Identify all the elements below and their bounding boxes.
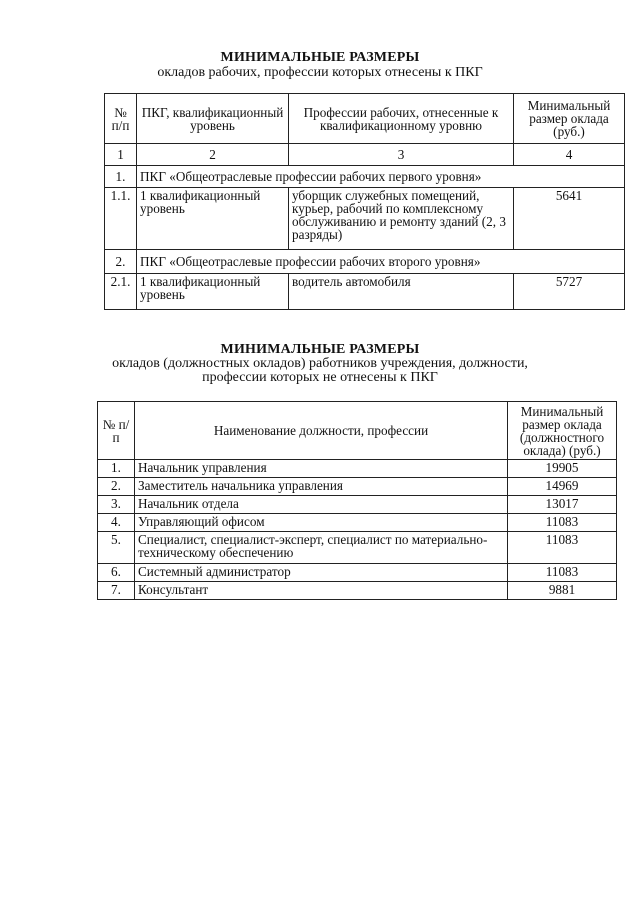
row-num: 3. bbox=[98, 496, 135, 514]
row-name: Консультант bbox=[135, 582, 508, 600]
row-salary: 14969 bbox=[508, 478, 617, 496]
table-row bbox=[98, 532, 617, 564]
row-professions: уборщик служебных помещений, курьер, рабочий по комплексному обслуживанию и ремонту зданий (2, 3 разряды) bbox=[289, 188, 514, 250]
row-num: 6. bbox=[98, 564, 135, 582]
table-row bbox=[98, 478, 617, 496]
table-header-row bbox=[105, 94, 625, 144]
row-salary: 11083 bbox=[508, 514, 617, 532]
group-label: ПКГ «Общеотраслевые профессии рабочих второго уровня» bbox=[137, 250, 625, 274]
col-number: 2 bbox=[137, 144, 289, 166]
table-header-row bbox=[98, 402, 617, 460]
header-salary: Минимальный размер оклада (должностного оклада) (руб.) bbox=[508, 402, 617, 460]
col-number: 3 bbox=[289, 144, 514, 166]
section1-subtitle: окладов рабочих, профессии которых отнесены к ПКГ bbox=[157, 65, 483, 80]
group-row bbox=[105, 166, 625, 188]
table-row bbox=[98, 496, 617, 514]
group-num: 1. bbox=[105, 166, 137, 188]
table-row bbox=[98, 582, 617, 600]
table-row bbox=[105, 188, 625, 250]
col-number: 1 bbox=[105, 144, 137, 166]
row-salary: 13017 bbox=[508, 496, 617, 514]
workers-salary-table bbox=[104, 93, 625, 310]
header-pkg: ПКГ, квалификационный уровень bbox=[137, 94, 289, 144]
section2-subtitle-line1: окладов (должностных окладов) работников учреждения, должности, bbox=[112, 356, 528, 371]
header-num: № п/п bbox=[98, 402, 135, 460]
row-professions: водитель автомобиля bbox=[289, 274, 514, 310]
group-label: ПКГ «Общеотраслевые профессии рабочих первого уровня» bbox=[137, 166, 625, 188]
row-name: Системный администратор bbox=[135, 564, 508, 582]
row-salary: 11083 bbox=[508, 564, 617, 582]
row-name: Начальник отдела bbox=[135, 496, 508, 514]
row-name: Управляющий офисом bbox=[135, 514, 508, 532]
section2-subtitle-line2: профессии которых не отнесены к ПКГ bbox=[202, 370, 438, 385]
row-level: 1 квалификационный уровень bbox=[137, 188, 289, 250]
row-salary: 11083 bbox=[508, 532, 617, 564]
col-number: 4 bbox=[514, 144, 625, 166]
header-num: № п/п bbox=[105, 94, 137, 144]
table-row bbox=[98, 460, 617, 478]
row-salary: 5641 bbox=[514, 188, 625, 250]
table-row bbox=[105, 274, 625, 310]
row-level: 1 квалификационный уровень bbox=[137, 274, 289, 310]
section1-title: МИНИМАЛЬНЫЕ РАЗМЕРЫ bbox=[220, 50, 420, 65]
row-num: 5. bbox=[98, 532, 135, 564]
row-salary: 5727 bbox=[514, 274, 625, 310]
row-num: 2.1. bbox=[105, 274, 137, 310]
section2-title: МИНИМАЛЬНЫЕ РАЗМЕРЫ bbox=[220, 342, 420, 357]
row-name: Начальник управления bbox=[135, 460, 508, 478]
header-professions: Профессии рабочих, отнесенные к квалификационному уровню bbox=[289, 94, 514, 144]
row-name: Заместитель начальника управления bbox=[135, 478, 508, 496]
table-row bbox=[98, 564, 617, 582]
header-salary: Минимальный размер оклада (руб.) bbox=[514, 94, 625, 144]
row-name: Специалист, специалист-эксперт, специалист по материально-техническому обеспечению bbox=[135, 532, 508, 564]
row-num: 1.1. bbox=[105, 188, 137, 250]
staff-salary-table bbox=[97, 401, 617, 600]
row-num: 2. bbox=[98, 478, 135, 496]
group-num: 2. bbox=[105, 250, 137, 274]
row-salary: 19905 bbox=[508, 460, 617, 478]
group-row bbox=[105, 250, 625, 274]
header-name: Наименование должности, профессии bbox=[135, 402, 508, 460]
row-num: 4. bbox=[98, 514, 135, 532]
row-num: 1. bbox=[98, 460, 135, 478]
row-num: 7. bbox=[98, 582, 135, 600]
row-salary: 9881 bbox=[508, 582, 617, 600]
column-numbers-row bbox=[105, 144, 625, 166]
table-row bbox=[98, 514, 617, 532]
